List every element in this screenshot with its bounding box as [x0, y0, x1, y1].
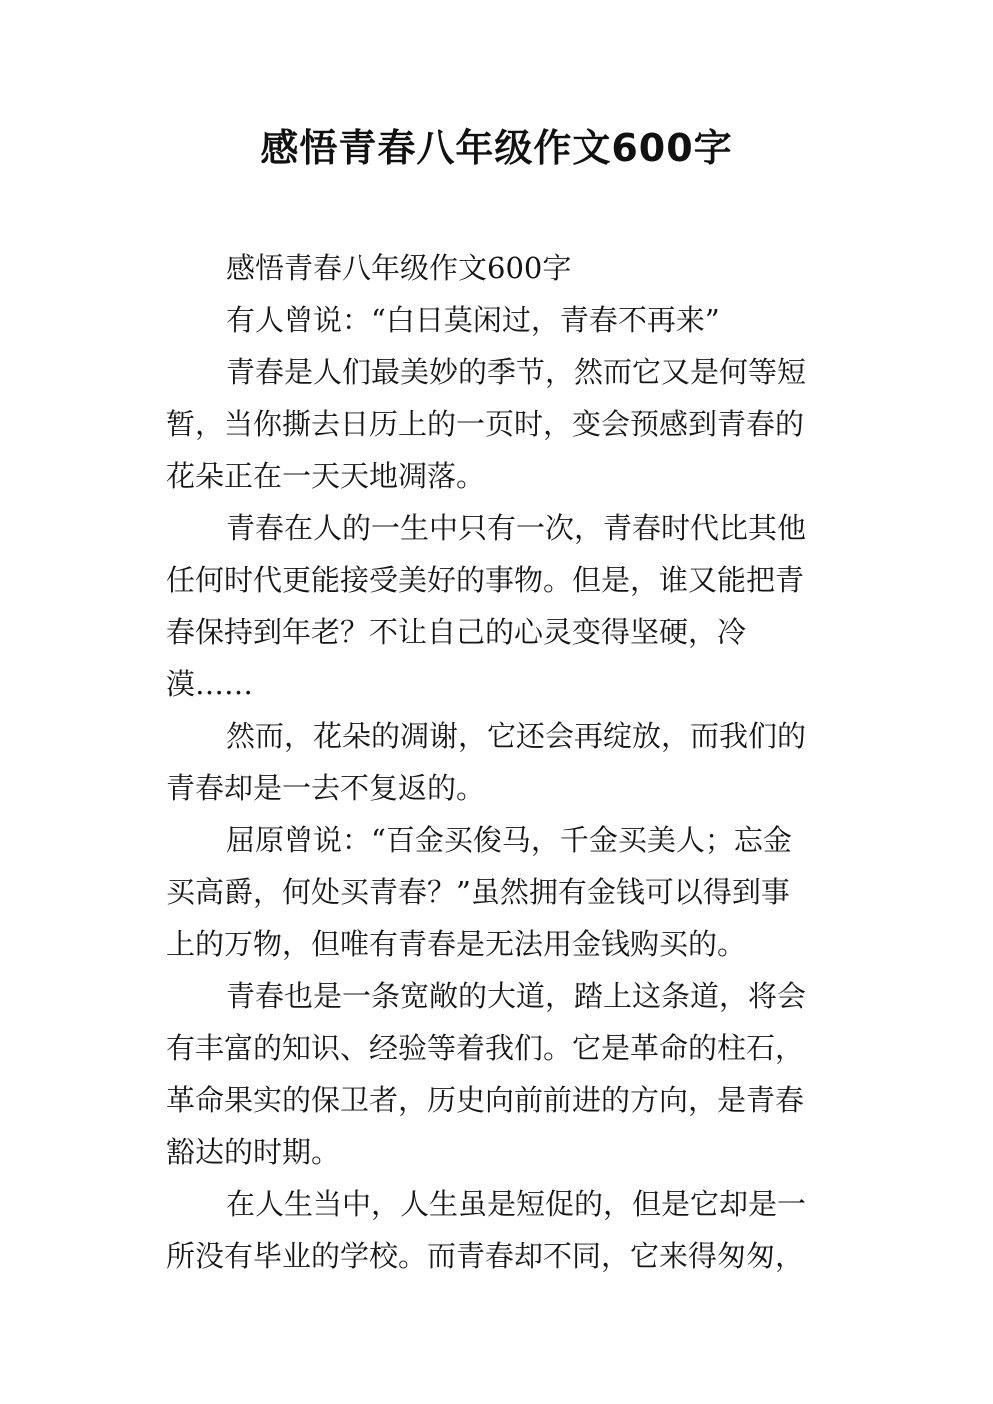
text-line: 所没有毕业的学校。而青春却不同，它来得匆匆， — [166, 1239, 805, 1273]
text-line: 花朵正在一天天地凋落。 — [166, 459, 486, 493]
paragraph — [166, 346, 830, 502]
text-line: 青春也是一条宽敞的大道，踏上这条道，将会 — [226, 979, 807, 1013]
text-line: 屈原曾说：“百金买俊马，千金买美人；忘金 — [226, 823, 792, 857]
paragraph — [166, 814, 830, 970]
text-line: 有人曾说：“白日莫闲过，青春不再来” — [226, 303, 720, 337]
text-line: 革命果实的保卫者，历史向前前进的方向，是青春 — [166, 1083, 805, 1117]
text-line: 漠…… — [166, 667, 254, 701]
text-line: 感悟青春八年级作文600字 — [226, 251, 572, 285]
text-line: 在人生当中，人生虽是短促的，但是它却是一 — [226, 1187, 807, 1221]
text-line: 青春是人们最美妙的季节，然而它又是何等短 — [226, 355, 807, 389]
document-body — [166, 242, 830, 1282]
paragraph — [166, 1178, 830, 1282]
text-line: 豁达的时期。 — [166, 1135, 341, 1169]
text-line: 上的万物，但唯有青春是无法用金钱购买的。 — [166, 927, 747, 961]
text-line: 买高爵，何处买青春？”虽然拥有金钱可以得到事 — [166, 875, 790, 909]
paragraph — [166, 294, 830, 346]
text-line: 然而，花朵的凋谢，它还会再绽放，而我们的 — [226, 719, 807, 753]
paragraph — [166, 970, 830, 1178]
text-line: 春保持到年老？不让自己的心灵变得坚硬，冷 — [166, 615, 747, 649]
text-line: 青春却是一去不复返的。 — [166, 771, 486, 805]
paragraph — [166, 710, 830, 814]
text-line: 暂，当你撕去日历上的一页时，变会预感到青春的 — [166, 407, 805, 441]
document-title: 感悟青春八年级作文600字 — [260, 126, 733, 170]
text-line: 任何时代更能接受美好的事物。但是，谁又能把青 — [166, 563, 805, 597]
text-line: 青春在人的一生中只有一次，青春时代比其他 — [226, 511, 807, 545]
text-line: 有丰富的知识、经验等着我们。它是革命的柱石， — [166, 1031, 805, 1065]
paragraph — [166, 502, 830, 710]
paragraph — [166, 242, 830, 294]
